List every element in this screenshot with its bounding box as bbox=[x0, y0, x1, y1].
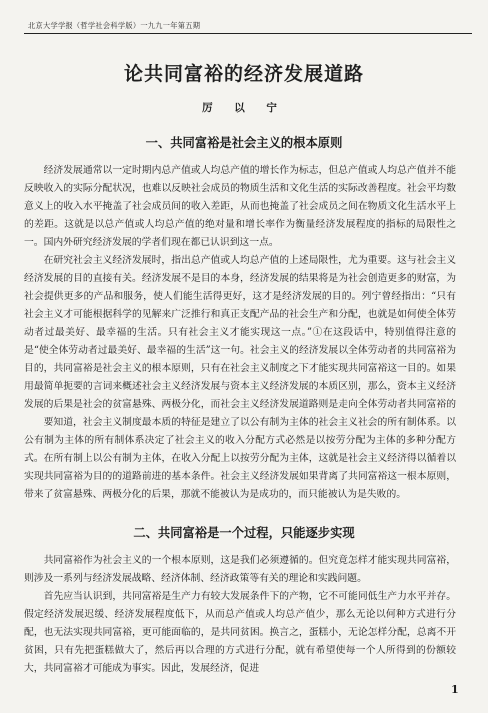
section-1-paragraph-2: 在研究社会主义经济发展时，指出总产值或人均总产值的上述局限性，尤为重要。这与社会主义经济发展的目的直接有关。经济发展不是目的本身，经济发展的结果将是为社会创造更多的财富，为社会提供更多的产品和服务，使人们能生活得更好，这才是经济发展的目的。列宁曾经指出：“只有社会主义才可能根据科学的见解来广泛推行和真正支配产品的社会生产和分配，也就是如何使全体劳动者过最美好、最幸福的生活。只有社会主义才能实现这一点。”①在这段话中，特别值得注意的是“使全体劳动者过最美好、最幸福的生活”这一句。社会主义的经济发展以全体劳动者的共同富裕为目的，共同富裕是社会主义的根本原则，只有在社会主义制度之下才能实现共同富裕这一目的。如果用最简单扼要的言词来概述社会主义经济发展与资本主义经济发展的本质区别，那么，资本主义经济发展的后果是社会的贫富悬殊、两极分化，而社会主义经济发展道路则是走向全体劳动者共同富裕的 bbox=[24, 255, 456, 410]
section-heading-1: 一、共同富裕是社会主义的根本原则 bbox=[145, 135, 343, 150]
page-number: 1 bbox=[451, 683, 459, 696]
section-1-paragraph-1: 经济发展通常以一定时期内总产值或人均总产值的增长作为标志，但总产值或人均总产值并不能反映收入的实际分配状况，也难以反映社会成员的物质生活和文化生活的实际改善程度。社会平均数意义上的收入水平掩盖了社会成员间的收入差距，从而也掩盖了社会成员之间在物质文化生活水平上的差距。这就是以总产值或人均总产值的绝对量和增长率作为衡量经济发展程度的指标的局限性之一。国内外研究经济发展的学者们现在都已认识到这一点。 bbox=[24, 165, 456, 248]
article-author: 厉 以 宁 bbox=[202, 102, 286, 114]
journal-header: 北京大学学报（哲学社会科学版）一九九一年第五期 bbox=[28, 21, 201, 30]
section-2-paragraph-1: 共同富裕作为社会主义的一个根本原则，这是我们必须遵循的。但究竟怎样才能实现共同富裕，则涉及一系列与经济发展战略、经济体制、经济政策等有关的理论和实践问题。 bbox=[24, 555, 456, 584]
section-2-paragraph-2: 首先应当认识到，共同富裕是生产力有较大发展条件下的产物，它不可能同低生产力水平并存。假定经济发展迟缓、经济发展程度低下，从而总产值或人均总产值少，那么无论以何种方式进行分配，也无法实现共同富裕，更可能面临的，是共同贫困。换言之，蛋糕小，无论怎样分配，总离不开贫困，只有先把蛋糕做大了，然后再以合理的方式进行分配，就有希望使每一个人所得到的份额较大，共同富裕才可能成为事实。因此，发展经济，促进 bbox=[24, 591, 456, 674]
header-rule bbox=[24, 33, 472, 34]
section-1-paragraph-3: 要知道，社会主义制度最本质的特征是建立了以公有制为主体的社会主义社会的所有制体系。以公有制为主体的所有制体系决定了社会主义的收入分配方式必然是以按劳分配为主体的多种分配方式。在所有制上以公有制为主体，在收入分配上以按劳分配为主体，这就是社会主义经济得以循着以实现共同富裕为目的的道路前进的基本条件。社会主义经济发展如果背离了共同富裕这一根本原则，带来了贫富悬殊、两极分化的后果，那就不能被认为是成功的，而只能被认为是失败的。 bbox=[24, 417, 456, 500]
section-heading-2: 二、共同富裕是一个过程，只能逐步实现 bbox=[133, 525, 355, 540]
article-title: 论共同富裕的经济发展道路 bbox=[123, 63, 364, 85]
